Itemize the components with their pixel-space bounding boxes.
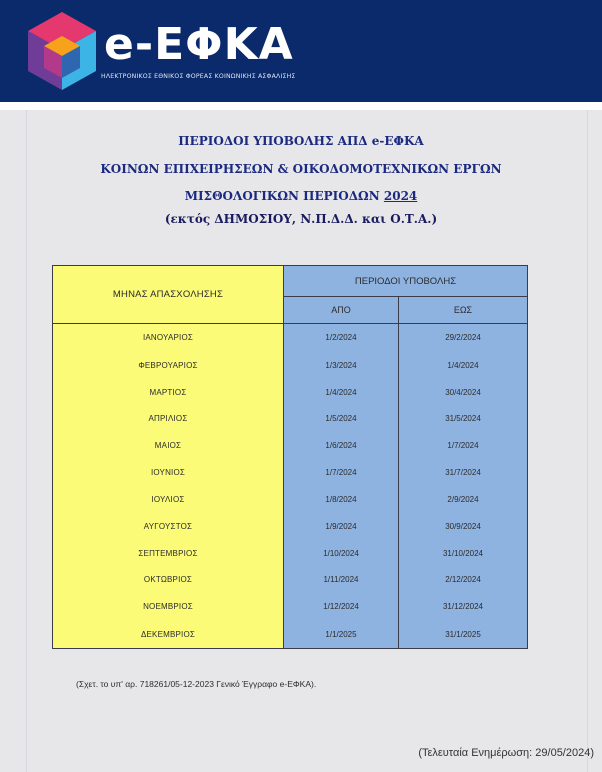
table-row — [53, 379, 528, 406]
to-date-cell: 31/10/2024 — [398, 540, 527, 567]
doc-title-line-1: ΠΕΡΙΟΔΟΙ ΥΠΟΒΟΛΗΣ ΑΠΔ e-ΕΦΚΑ — [178, 134, 424, 148]
from-date-cell: 1/9/2024 — [284, 513, 399, 540]
from-date-cell: 1/2/2024 — [284, 324, 399, 352]
table-header-row — [53, 266, 528, 297]
table-row — [53, 459, 528, 486]
submission-periods-table — [52, 265, 528, 649]
brand-subtitle: ΗΛΕΚΤΡΟΝΙΚΟΣ ΕΘΝΙΚΟΣ ΦΟΡΕΑΣ ΚΟΙΝΩΝΙΚΗΣ ΑΣΦΑΛΙΣΗΣ — [101, 73, 296, 80]
month-cell: ΙΟΥΛΙΟΣ — [53, 486, 284, 513]
header-period: ΠΕΡΙΟΔΟΙ ΥΠΟΒΟΛΗΣ — [284, 266, 528, 297]
to-date-cell: 31/7/2024 — [398, 459, 527, 486]
month-cell: ΑΥΓΟΥΣΤΟΣ — [53, 513, 284, 540]
month-cell: ΙΟΥΝΙΟΣ — [53, 459, 284, 486]
table-row — [53, 324, 528, 352]
table-row — [53, 513, 528, 540]
doc-title-line-3 — [0, 189, 602, 203]
to-date-cell: 1/7/2024 — [398, 432, 527, 459]
to-date-cell: 29/2/2024 — [398, 324, 527, 352]
table-row — [53, 566, 528, 593]
brand-name[interactable]: e-ΕΦΚΑ — [104, 19, 294, 70]
to-date-cell: 2/12/2024 — [398, 566, 527, 593]
header-month: ΜΗΝΑΣ ΑΠΑΣΧΟΛΗΣΗΣ — [53, 266, 284, 324]
month-cell: ΜΑΡΤΙΟΣ — [53, 379, 284, 406]
last-updated: (Τελευταία Ενημέρωση: 29/05/2024) — [418, 747, 594, 759]
table-row — [53, 540, 528, 567]
from-date-cell: 1/4/2024 — [284, 379, 399, 406]
table-row — [53, 432, 528, 459]
from-date-cell: 1/10/2024 — [284, 540, 399, 567]
month-cell: ΣΕΠΤΕΜΒΡΙΟΣ — [53, 540, 284, 567]
from-date-cell: 1/12/2024 — [284, 593, 399, 620]
from-date-cell: 1/7/2024 — [284, 459, 399, 486]
to-date-cell: 31/12/2024 — [398, 593, 527, 620]
from-date-cell: 1/1/2025 — [284, 620, 399, 648]
header-from: ΑΠΟ — [284, 297, 399, 324]
month-cell: ΜΑΙΟΣ — [53, 432, 284, 459]
from-date-cell: 1/8/2024 — [284, 486, 399, 513]
table-row — [53, 620, 528, 648]
site-header — [0, 0, 602, 102]
title-year: 2024 — [383, 189, 418, 203]
table-row — [53, 486, 528, 513]
month-cell: ΦΕΒΡΟΥΑΡΙΟΣ — [53, 352, 284, 379]
table-row — [53, 405, 528, 432]
from-date-cell: 1/11/2024 — [284, 566, 399, 593]
title-prefix: ΜΙΣΘΟΛΟΓΙΚΩΝ ΠΕΡΙΟΔΩΝ — [184, 189, 384, 203]
from-date-cell: 1/3/2024 — [284, 352, 399, 379]
month-cell: ΑΠΡΙΛΙΟΣ — [53, 405, 284, 432]
table-row — [53, 593, 528, 620]
table-row — [53, 352, 528, 379]
reference-note: (Σχετ. το υπ' αρ. 718261/05-12-2023 Γενικό Έγγραφο e-ΕΦΚΑ). — [76, 679, 317, 689]
to-date-cell: 31/1/2025 — [398, 620, 527, 648]
to-date-cell: 30/4/2024 — [398, 379, 527, 406]
to-date-cell: 30/9/2024 — [398, 513, 527, 540]
from-date-cell: 1/6/2024 — [284, 432, 399, 459]
doc-title-line-4: (εκτός ΔΗΜΟΣΙΟΥ, Ν.Π.Δ.Δ. και Ο.Τ.Α.) — [164, 212, 438, 226]
from-date-cell: 1/5/2024 — [284, 405, 399, 432]
month-cell: ΟΚΤΩΒΡΙΟΣ — [53, 566, 284, 593]
month-cell: ΙΑΝΟΥΑΡΙΟΣ — [53, 324, 284, 352]
header-to: ΕΩΣ — [398, 297, 527, 324]
to-date-cell: 2/9/2024 — [398, 486, 527, 513]
month-cell: ΝΟΕΜΒΡΙΟΣ — [53, 593, 284, 620]
efka-logo-icon[interactable] — [22, 10, 102, 94]
to-date-cell: 1/4/2024 — [398, 352, 527, 379]
to-date-cell: 31/5/2024 — [398, 405, 527, 432]
doc-title-line-2: ΚΟΙΝΩΝ ΕΠΙΧΕΙΡΗΣΕΩΝ & ΟΙΚΟΔΟΜΟΤΕΧΝΙΚΩΝ ΕΡΓΩΝ — [100, 162, 502, 176]
month-cell: ΔΕΚΕΜΒΡΙΟΣ — [53, 620, 284, 648]
header-divider — [0, 102, 602, 110]
